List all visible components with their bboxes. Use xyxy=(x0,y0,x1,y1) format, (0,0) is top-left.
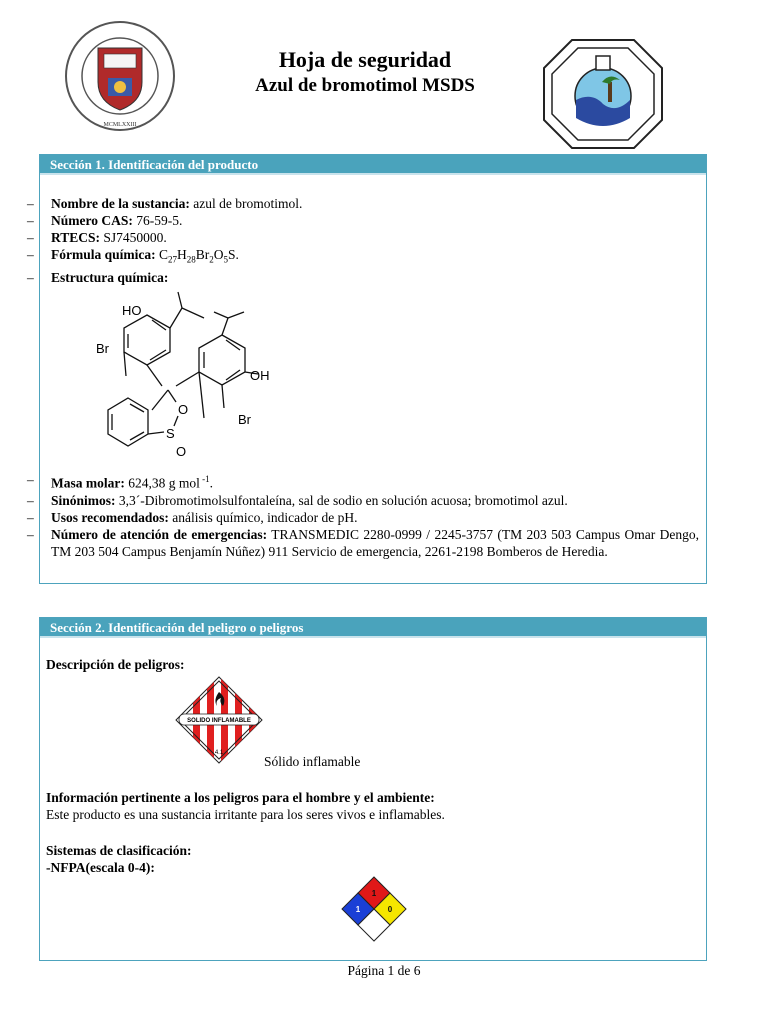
svg-text:SOLIDO INFLAMABLE: SOLIDO INFLAMABLE xyxy=(187,718,251,724)
list-item: – Nombre de la sustancia: azul de bromotimol. xyxy=(27,196,303,211)
list-item: – Fórmula química: $C_{27}H_{28}Br_2O_5S$. xyxy=(27,247,239,265)
hazard-caption: Sólido inflamable xyxy=(264,754,361,769)
svg-text:HO: HO xyxy=(122,303,142,318)
list-item: – Usos recomendados: análisis químico, indicador de pH. xyxy=(27,509,358,525)
nfpa-fire-value: 1 xyxy=(371,889,377,898)
svg-text:Br: Br xyxy=(238,412,251,427)
flammable-solid-hazard-sign xyxy=(175,676,263,764)
university-seal-logo xyxy=(64,20,176,132)
list-item: – Masa molar: 624,38 g mol $^{-1}$. xyxy=(27,472,213,491)
svg-text:O: O xyxy=(176,444,187,459)
svg-text:Br: Br xyxy=(96,341,109,356)
chemical-structure-diagram xyxy=(92,290,292,460)
section-2-header: Sección 2. Identificación del peligro o peligros xyxy=(40,618,706,638)
svg-text:O: O xyxy=(178,402,189,417)
list-item: – Número CAS: 76-59-5. xyxy=(27,213,183,228)
svg-text:4.1: 4.1 xyxy=(214,750,224,756)
svg-text:MCMLXXIII: MCMLXXIII xyxy=(103,122,137,128)
chemical-formula: $C_{27}H_{28}Br_2O_5S$. xyxy=(155,247,239,265)
nfpa-health-value: 1 xyxy=(355,905,361,914)
nfpa-reactivity-value: 0 xyxy=(387,905,393,914)
hazard-info-heading: Información pertinente a los peligros para el hombre y el ambiente: xyxy=(46,790,435,805)
list-item: – RTECS: SJ7450000. xyxy=(27,230,167,245)
nfpa-heading: -NFPA(escala 0-4): xyxy=(46,860,155,875)
subtitle-line: Azul de bromotimol MSDS xyxy=(255,75,475,96)
section-1-list-continued xyxy=(27,471,699,560)
svg-text:S: S xyxy=(166,426,175,441)
list-item: – Sinónimos: 3,3´-Dibromotimolsulfontaleína, sal de sodio en solución acuosa; bromotimol azul. xyxy=(27,492,568,508)
hazard-info-text: Este producto es una sustancia irritante para los seres vivos e inflamables. xyxy=(46,807,445,822)
hazard-description-heading: Descripción de peligros: xyxy=(46,657,185,672)
list-item: – Número de atención de emergencias: TRANSMEDIC 2280-0999 / 2245-3757 (TM 203 503 Campus Omar Dengo, TM 203 504 Campus Benjamín Núñez) 911 Servicio de emergencia, 2261-2198 Bomberos de Heredia. xyxy=(27,526,699,559)
list-item: – Estructura química: xyxy=(27,269,169,285)
section-1-header: Sección 1. Identificación del producto xyxy=(40,155,706,175)
section-1-list xyxy=(27,195,699,286)
page-number: Página 1 de 6 xyxy=(347,963,421,978)
nfpa-diamond xyxy=(340,875,408,943)
classification-heading: Sistemas de clasificación: xyxy=(46,843,192,858)
svg-text:OH: OH xyxy=(250,368,270,383)
chemistry-school-logo xyxy=(542,38,664,150)
document-title xyxy=(200,46,530,98)
title-line: Hoja de seguridad xyxy=(278,47,452,72)
